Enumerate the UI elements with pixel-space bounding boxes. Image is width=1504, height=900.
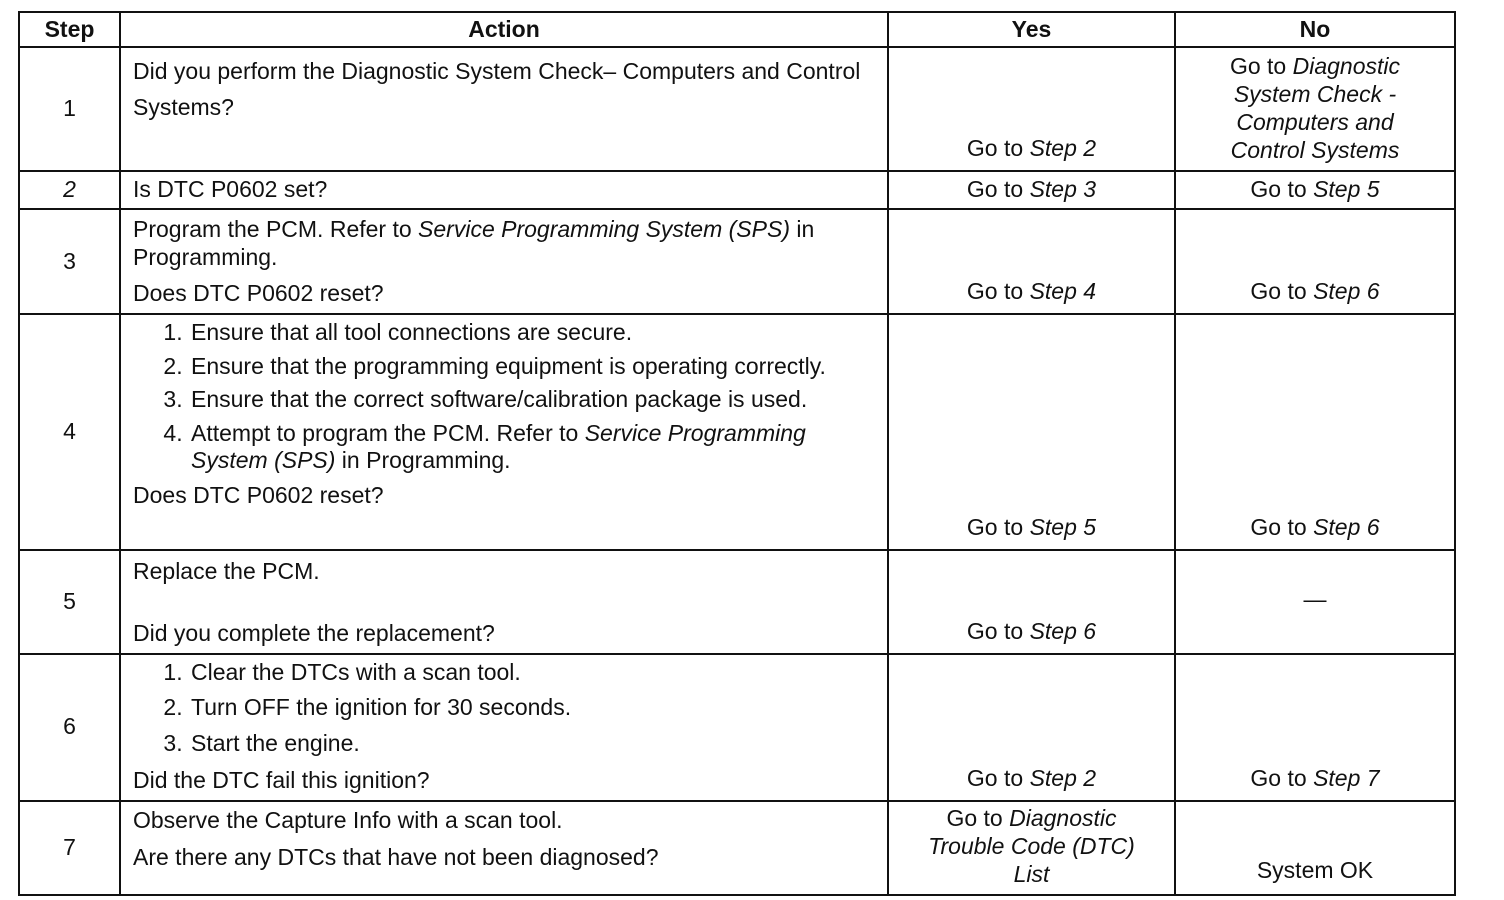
yes-prefix: Go to (966, 764, 1030, 791)
action-instruction: Program the PCM. Refer to Service Programming System (SPS) in Programming. (133, 216, 815, 270)
action-question: Are there any DTCs that have not been diagnosed? (133, 844, 659, 871)
step-number: 5 (19, 550, 120, 654)
list-item: 3. Start the engine. (189, 730, 875, 758)
action-question: Did the DTC fail this ignition? (133, 766, 430, 793)
step-number: 1 (19, 47, 120, 171)
yes-prefix: Go to (966, 514, 1030, 541)
table-row (19, 209, 1455, 314)
list-item: 3. Ensure that the correct software/calibration package is used. (189, 386, 875, 414)
header-step: Step (19, 12, 120, 47)
yes-prefix: Go to (966, 135, 1030, 162)
no-cell (1175, 314, 1455, 550)
yes-prefix: Go to (946, 804, 1010, 831)
no-cell (1175, 171, 1455, 209)
yes-cell (888, 654, 1175, 801)
yes-link[interactable]: Step 2 (1029, 135, 1097, 162)
yes-prefix: Go to (966, 617, 1030, 644)
no-link[interactable]: Step 6 (1313, 514, 1380, 541)
action-cell (120, 209, 888, 314)
header-yes: Yes (888, 12, 1175, 47)
action-question: Did you perform the Diagnostic System Check– Computers and Control Systems? (133, 58, 861, 120)
action-cell (120, 171, 888, 209)
no-prefix: Go to (1250, 278, 1314, 305)
yes-prefix: Go to (966, 176, 1030, 203)
table-row (19, 654, 1455, 801)
yes-cell (888, 171, 1175, 209)
list-item: 2. Turn OFF the ignition for 30 seconds. (189, 694, 875, 722)
step-number: 4 (19, 314, 120, 550)
list-item: 1. Ensure that all tool connections are secure. (189, 319, 875, 347)
no-link[interactable]: Step 7 (1313, 764, 1380, 791)
action-instruction: Replace the PCM. (133, 558, 320, 585)
action-cell (120, 47, 888, 171)
step-number: 6 (19, 654, 120, 801)
yes-link[interactable]: Step 6 (1029, 617, 1097, 644)
action-list (133, 659, 875, 758)
action-instruction: Observe the Capture Info with a scan tool. (133, 806, 563, 833)
step-number: 7 (19, 801, 120, 895)
no-cell (1175, 654, 1455, 801)
header-action: Action (120, 12, 888, 47)
no-cell (1175, 209, 1455, 314)
table-row (19, 171, 1455, 209)
no-prefix: Go to (1250, 514, 1314, 541)
yes-link[interactable]: Step 4 (1029, 278, 1097, 305)
action-question: Is DTC P0602 set? (133, 176, 328, 203)
no-result: System OK (1256, 856, 1374, 883)
table-row (19, 801, 1455, 895)
table-row (19, 47, 1455, 171)
yes-prefix: Go to (966, 278, 1030, 305)
yes-cell (888, 47, 1175, 171)
yes-link[interactable]: Diagnostic Trouble Code (DTC) List (928, 804, 1135, 887)
step-number: 2 (19, 171, 120, 209)
yes-link[interactable]: Step 3 (1029, 176, 1097, 203)
diagnostic-table (18, 11, 1456, 896)
list-item: 1. Clear the DTCs with a scan tool. (189, 659, 875, 687)
yes-cell (888, 801, 1175, 895)
action-list (133, 319, 875, 475)
no-link[interactable]: Step 5 (1313, 176, 1380, 203)
no-prefix: Go to (1250, 764, 1314, 791)
yes-cell (888, 550, 1175, 654)
step-number: 3 (19, 209, 120, 314)
action-cell (120, 654, 888, 801)
yes-cell (888, 314, 1175, 550)
no-link[interactable]: Step 6 (1313, 278, 1380, 305)
yes-link[interactable]: Step 5 (1029, 514, 1097, 541)
no-prefix: Go to (1229, 52, 1293, 79)
no-cell (1175, 47, 1455, 171)
no-cell (1175, 550, 1455, 654)
yes-cell (888, 209, 1175, 314)
no-prefix: Go to (1250, 176, 1314, 203)
no-dash: — (1303, 586, 1327, 613)
action-question: Does DTC P0602 reset? (133, 482, 384, 509)
action-cell (120, 314, 888, 550)
table-row (19, 550, 1455, 654)
action-cell (120, 801, 888, 895)
action-question: Did you complete the replacement? (133, 619, 495, 646)
action-question: Does DTC P0602 reset? (133, 280, 384, 307)
no-link[interactable]: Diagnostic System Check - Computers and Control Systems (1230, 52, 1401, 163)
list-item: 2. Ensure that the programming equipment is operating correctly. (189, 353, 875, 381)
table-row (19, 314, 1455, 550)
no-cell (1175, 801, 1455, 895)
list-item: 4. Attempt to program the PCM. Refer to Service Programming System (SPS) in Programming. (189, 420, 875, 475)
header-row (19, 12, 1455, 47)
action-cell (120, 550, 888, 654)
yes-link[interactable]: Step 2 (1029, 764, 1097, 791)
header-no: No (1175, 12, 1455, 47)
